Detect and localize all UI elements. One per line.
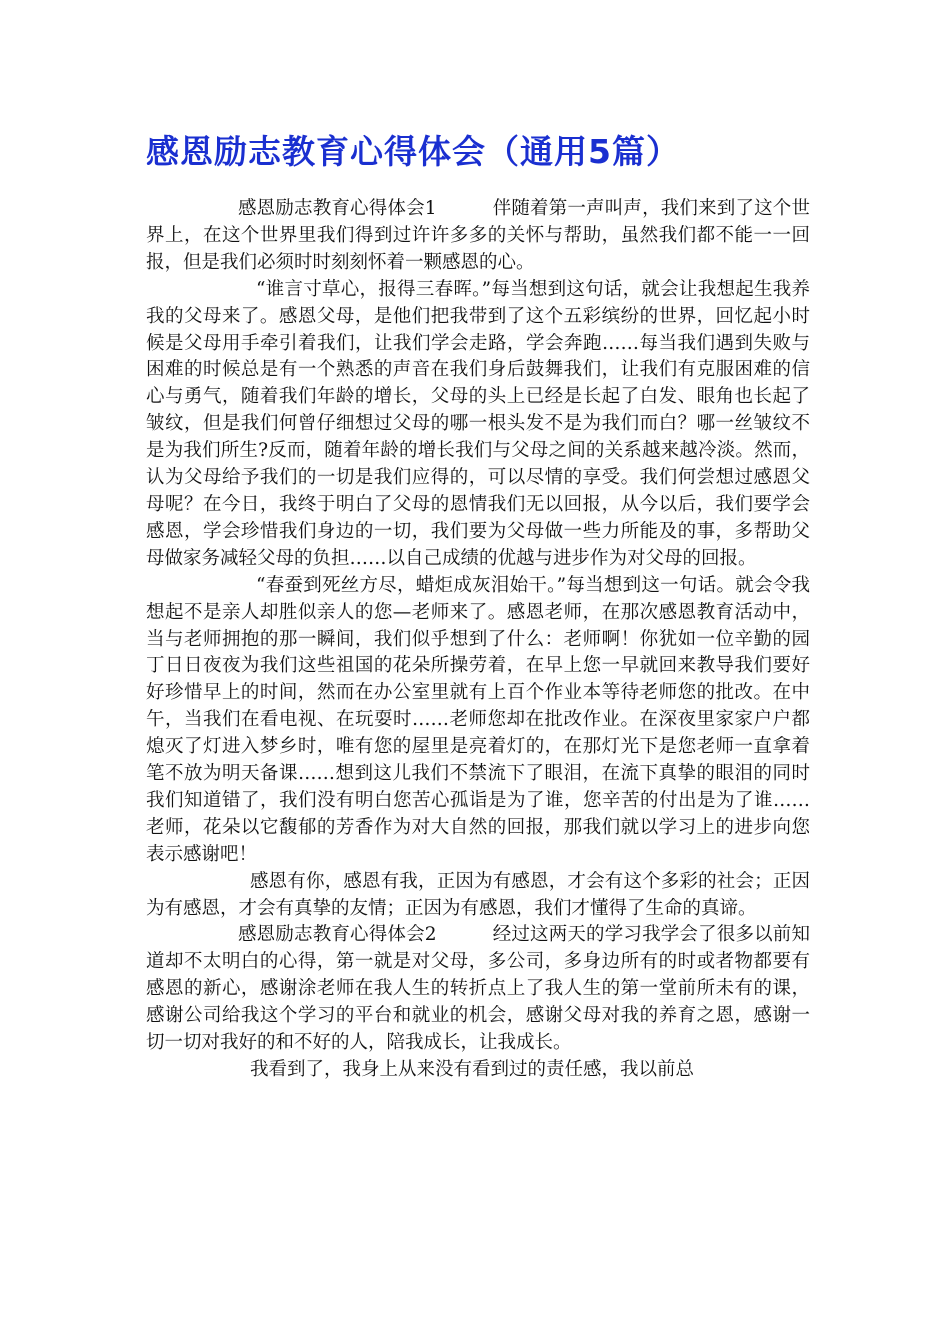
- section-2-intro: [146, 922, 810, 1057]
- section-2-heading: 感恩励志教育心得体会2: [238, 924, 437, 946]
- section-1-first-text: 伴随着第一声叫声，我们来到了这个世界上，在这个世界里我们得到过许许多多的关怀与帮助，虽然我们都不能一一回报，但是我们必须时时刻刻怀着一颗感恩的心。: [146, 198, 810, 273]
- paragraph-responsibility: 我看到了，我身上从来没有看到过的责任感，我以前总: [250, 1059, 695, 1080]
- paragraph-teacher: “春蚕到死丝方尽，蜡炬成灰泪始干。”每当想到这一句话。就会令我想起不是亲人却胜似亲人的您—老师来了。感恩老师，在那次感恩教育活动中，当与老师拥抱的那一瞬间，我们似乎想到了什么：老师啊！你犹如一位辛勤的园丁日日夜夜为我们这些祖国的花朵所操劳着，在早上您一早就回来教导我们要好好珍惜早上的时间，然而在办公室里就有上百个作业本等待老师您的批改。在中午，当我们在看电视、在玩耍时……老师您却在批改作业。在深夜里家家户户都熄灭了灯进入梦乡时，唯有您的屋里是亮着灯的，在那灯光下是您老师一直拿着笔不放为明天备课……想到这儿我们不禁流下了眼泪，在流下真挚的眼泪的同时我们知道错了，我们没有明白您苦心孤诣是为了谁，您辛苦的付出是为了谁……老师，花朵以它馥郁的芳香作为对大自然的回报，那我们就以学习上的进步向您表示感谢吧！: [146, 574, 810, 865]
- section-1-heading: 感恩励志教育心得体会1: [238, 198, 437, 219]
- section-2-first-text: 经过这两天的学习我学会了很多以前知道却不太明白的心得，第一就是对父母，多公司，多身边所有的时或者物都要有感恩的新心，感谢涂老师在我人生的转折点上了我人生的第一堂前所未有的课，感谢公司给我这个学习的平台和就业的机会，感谢父母对我的养育之恩，感谢一切一切对我好的和不好的人，陪我成长，让我成长。: [146, 924, 810, 1054]
- paragraph-gratitude: 感恩有你，感恩有我，正因为有感恩，才会有这个多彩的社会；正因为有感恩，才会有真挚的友情；正因为有感恩，我们才懂得了生命的真谛。: [146, 870, 810, 919]
- document-body: [146, 196, 810, 1084]
- document-title: 感恩励志教育心得体会（通用5篇）: [146, 132, 680, 171]
- section-1-intro: [146, 196, 810, 277]
- paragraph-parents: “谁言寸草心，报得三春晖。”每当想到这句话，就会让我想起生我养我的父母来了。感恩父母，是他们把我带到了这个五彩缤纷的世界，回忆起小时候是父母用手牵引着我们，让我们学会走路，学会奔跑……每当我们遇到失败与困难的时候总是有一个熟悉的声音在我们身后鼓舞我们，让我们有克服困难的信心与勇气，随着我们年龄的增长，父母的头上已经是长起了白发、眼角也长起了皱纹，但是我们何曾仔细想过父母的哪一根头发不是为我们而白？哪一丝皱纹不是为我们所生?反而，随着年龄的增长我们与父母之间的关系越来越冷淡。然而，认为父母给予我们的一切是我们应得的，可以尽情的享受。我们何尝想过感恩父母呢？在今日，我终于明白了父母的恩情我们无以回报，从今以后，我们要学会感恩，学会珍惜我们身边的一切，我们要为父母做一些力所能及的事，多帮助父母做家务减轻父母的负担……以自己成绩的优越与进步作为对父母的回报。: [146, 278, 810, 569]
